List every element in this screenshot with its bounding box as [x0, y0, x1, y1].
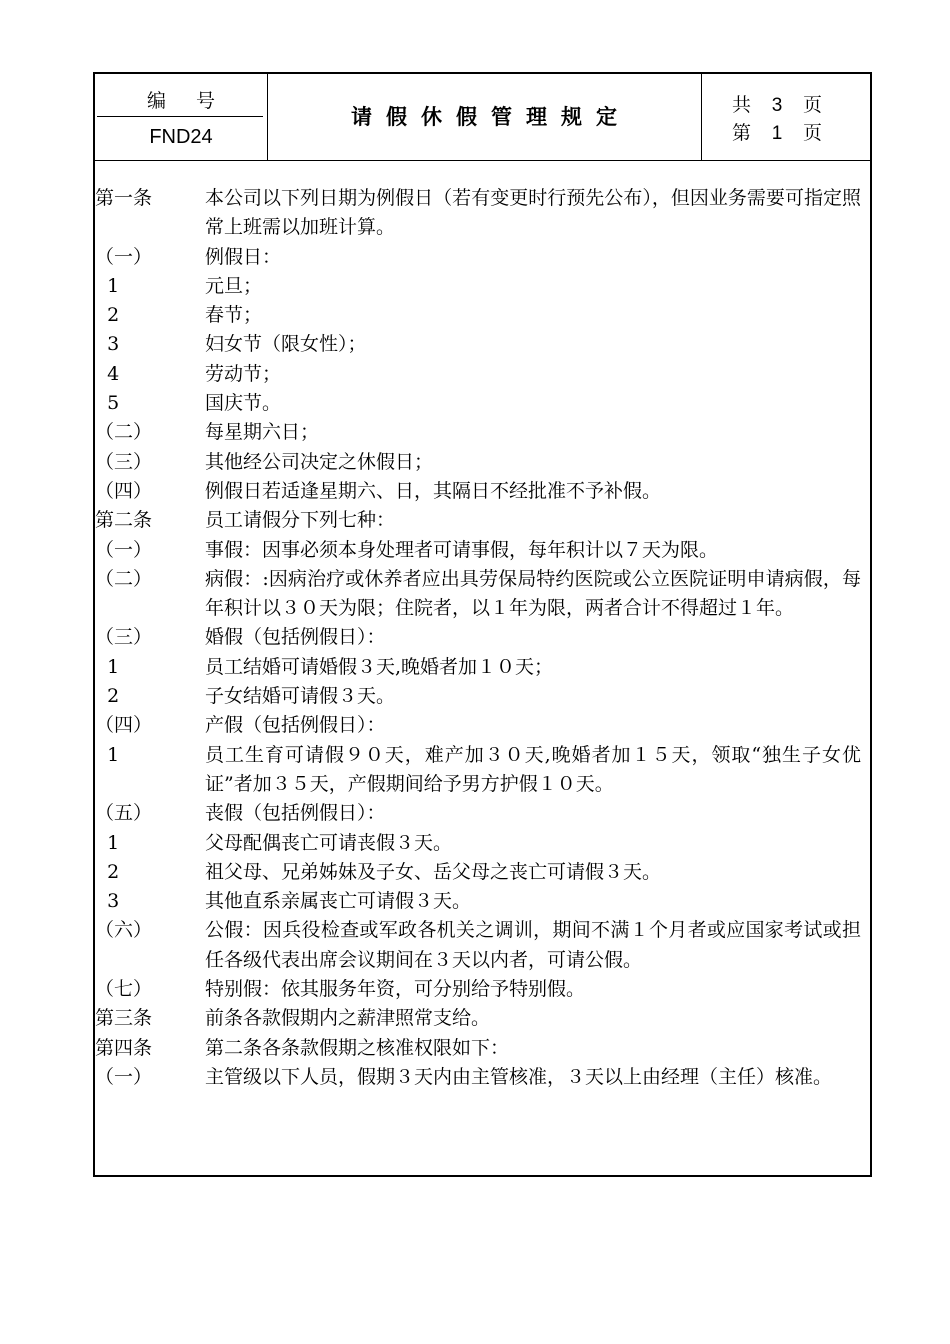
- clause-text: 员工请假分下列七种：: [205, 509, 396, 532]
- clause-row: [95, 623, 865, 652]
- clause-row: [95, 184, 865, 243]
- clause-row: [95, 360, 865, 389]
- page-info-cell: [701, 74, 871, 160]
- clause-row: [95, 301, 865, 330]
- clause-label: 第二条: [95, 509, 153, 532]
- clause-text: 妇女节（限女性）；: [205, 333, 367, 356]
- clause-row: [95, 1034, 865, 1063]
- clause-row: [95, 389, 865, 418]
- clause-label: 4: [95, 362, 120, 385]
- clause-label: 1: [95, 831, 120, 854]
- clause-text: 本公司以下列日期为例假日（若有变更时行预先公布），但因业务需要可指定照常上班需以加班计算。: [205, 187, 861, 239]
- current-page-line: [732, 118, 822, 145]
- clause-text: 员工结婚可请婚假３天,晚婚者加１０天；: [205, 655, 554, 678]
- clause-text: 每星期六日；: [205, 421, 320, 444]
- clause-row: [95, 330, 865, 359]
- current-page-prefix: 第: [732, 122, 752, 144]
- clause-text: 祖父母、兄弟姊妹及子女、岳父母之丧亡可请假３天。: [205, 860, 662, 883]
- current-page-value: 1: [771, 123, 783, 144]
- clause-row: [95, 916, 865, 975]
- clause-label: （六）: [95, 919, 153, 942]
- clause-text: 例假日若适逢星期六、日，其隔日不经批准不予补假。: [205, 479, 662, 502]
- clause-label: （二）: [95, 421, 153, 444]
- clause-label: （四）: [95, 714, 153, 737]
- clause-row: [95, 536, 865, 565]
- clause-row: [95, 565, 865, 624]
- clause-label: 1: [95, 274, 120, 297]
- clause-row: [95, 243, 865, 272]
- document-header: [95, 74, 870, 161]
- clause-text: 事假：因事必须本身处理者可请事假，每年积计以７天为限。: [205, 538, 719, 561]
- clause-label: 2: [95, 685, 120, 708]
- clause-label: 3: [95, 890, 120, 913]
- clause-label: （七）: [95, 978, 153, 1001]
- clause-label: （一）: [95, 1065, 153, 1088]
- clause-text: 丧假（包括例假日）：: [205, 802, 386, 825]
- clause-row: [95, 272, 865, 301]
- clause-label: （一）: [95, 538, 153, 561]
- total-pages-suffix: 页: [803, 94, 823, 116]
- clause-label: （一）: [95, 245, 153, 268]
- clause-text: 员工生育可请假９０天，难产加３０天,晚婚者加１５天，领取“独生子女优证”者加３５天，产假期间给予男方护假１０天。: [205, 743, 861, 795]
- clause-text: 春节；: [205, 304, 263, 327]
- document-body: [95, 184, 865, 1092]
- clause-text: 元旦；: [205, 274, 263, 297]
- clause-row: [95, 1063, 865, 1092]
- clause-row: [95, 741, 865, 800]
- clause-text: 其他经公司决定之休假日；: [205, 450, 434, 473]
- clause-label: 5: [95, 392, 120, 415]
- number-cell: [95, 74, 268, 160]
- clause-text: 主管级以下人员，假期３天内由主管核准，３天以上由经理（主任）核准。: [205, 1065, 833, 1088]
- clause-text: 其他直系亲属丧亡可请假３天。: [205, 890, 472, 913]
- clause-text: 劳动节；: [205, 362, 282, 385]
- clause-row: [95, 829, 865, 858]
- clause-label: 第四条: [95, 1036, 153, 1059]
- clause-text: 父母配偶丧亡可请丧假３天。: [205, 831, 453, 854]
- clause-row: [95, 799, 865, 828]
- clause-label: 2: [95, 304, 120, 327]
- clause-label: （三）: [95, 626, 153, 649]
- clause-text: 婚假（包括例假日）：: [205, 626, 386, 649]
- clause-text: 特别假：依其服务年资，可分别给予特别假。: [205, 978, 586, 1001]
- clause-label: 1: [95, 655, 120, 678]
- clause-label: （二）: [95, 567, 153, 590]
- clause-row: [95, 477, 865, 506]
- clause-text: 第二条各条款假期之核准权限如下：: [205, 1036, 510, 1059]
- clause-text: 子女结婚可请假３天。: [205, 685, 396, 708]
- clause-label: 第一条: [95, 187, 153, 209]
- clause-label: 3: [95, 333, 120, 356]
- total-pages-value: 3: [771, 95, 783, 116]
- number-divider: [97, 116, 263, 117]
- clause-text: 产假（包括例假日）：: [205, 714, 386, 737]
- total-pages-line: [732, 90, 822, 117]
- total-pages-prefix: 共: [732, 94, 752, 116]
- clause-label: 1: [95, 743, 120, 766]
- number-label: 编号: [146, 90, 245, 112]
- doc-title: 请假休假管理规定: [351, 105, 631, 129]
- clause-text: 例假日：: [205, 245, 282, 268]
- clause-label: 第三条: [95, 1007, 153, 1030]
- current-page-suffix: 页: [803, 122, 823, 144]
- clause-label: （三）: [95, 450, 153, 473]
- clause-row: [95, 711, 865, 740]
- clause-label: 2: [95, 860, 120, 883]
- clause-row: [95, 887, 865, 916]
- clause-text: 前条各款假期内之薪津照常支给。: [205, 1007, 491, 1030]
- clause-text: 国庆节。: [205, 392, 282, 415]
- clause-row: [95, 448, 865, 477]
- clause-row: [95, 682, 865, 711]
- clause-text: 病假：:因病治疗或休养者应出具劳保局特约医院或公立医院证明申请病假，每年积计以３０天为限；住院者，以１年为限，两者合计不得超过１年。: [205, 567, 861, 620]
- clause-label: （五）: [95, 802, 153, 825]
- clause-row: [95, 1004, 865, 1033]
- clause-label: （四）: [95, 479, 153, 502]
- doc-code: FND24: [149, 126, 213, 148]
- clause-row: [95, 858, 865, 887]
- clause-row: [95, 506, 865, 535]
- clause-row: [95, 418, 865, 447]
- clause-row: [95, 653, 865, 682]
- clause-text: 公假：因兵役检查或军政各机关之调训，期间不满１个月者或应国家考试或担任各级代表出席会议期间在３天以内者，可请公假。: [205, 919, 861, 971]
- clause-row: [95, 975, 865, 1004]
